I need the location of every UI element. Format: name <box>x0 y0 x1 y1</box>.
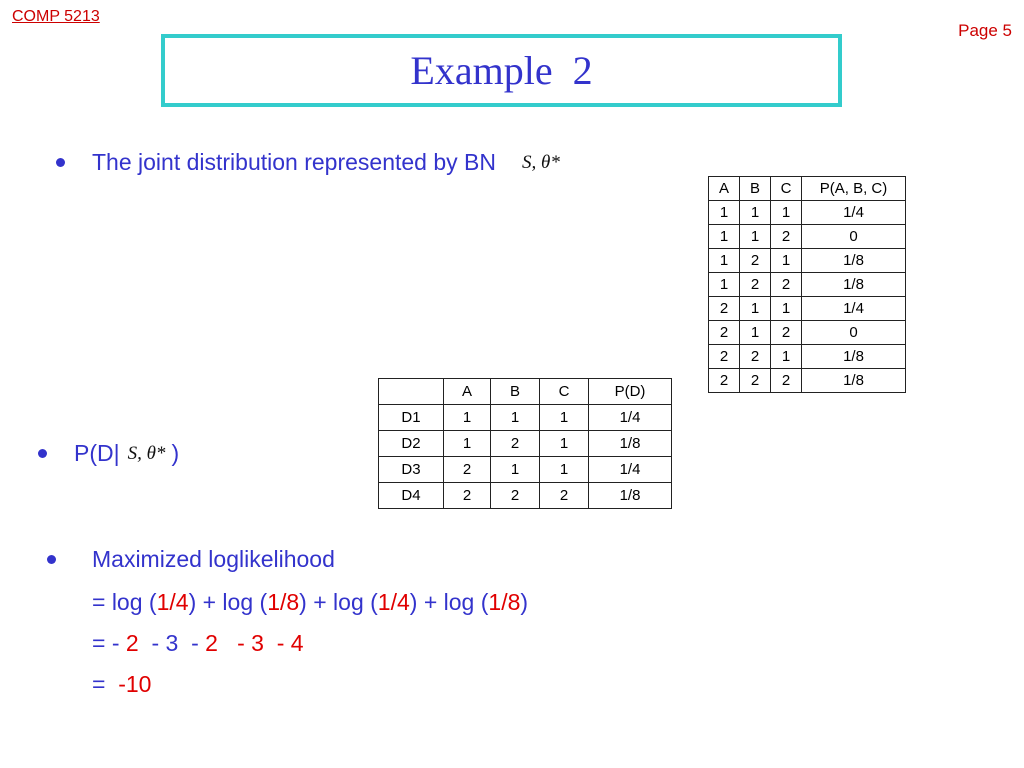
table-header-cell: A <box>444 379 491 405</box>
table-cell: 2 <box>709 297 740 321</box>
eq-value: -10 <box>118 671 152 697</box>
table-cell: 0 <box>802 321 906 345</box>
table-row <box>379 483 672 509</box>
table-cell: 1 <box>444 431 491 457</box>
table-row <box>709 345 906 369</box>
page-number: Page 5 <box>958 21 1012 40</box>
table-cell: D2 <box>379 431 444 457</box>
table-cell: 2 <box>740 273 771 297</box>
table-header-row <box>709 177 906 201</box>
table-cell: 1 <box>491 457 540 483</box>
table-header-cell <box>379 379 444 405</box>
table-cell: 1/8 <box>589 431 672 457</box>
joint-distribution-table <box>708 176 906 393</box>
eq-value: 2 <box>205 630 218 656</box>
table-cell: 1 <box>740 321 771 345</box>
table-cell: 2 <box>540 483 589 509</box>
eq-text: = <box>92 671 119 697</box>
table-cell: 1 <box>740 297 771 321</box>
eq-text: ) + log ( <box>299 589 378 615</box>
table-row <box>709 321 906 345</box>
table-cell: 1/8 <box>802 345 906 369</box>
table-header-cell: A <box>709 177 740 201</box>
pd-prefix: P(D| <box>74 440 120 466</box>
eq-text: ) + log ( <box>188 589 268 615</box>
table-row <box>709 201 906 225</box>
table-cell: 2 <box>709 369 740 393</box>
table-cell: 2 <box>740 369 771 393</box>
data-probability-table <box>378 378 672 509</box>
eq-value: - 3 - 4 <box>217 630 304 656</box>
table-row <box>709 297 906 321</box>
table-cell: 2 <box>444 483 491 509</box>
table-cell: 1 <box>771 249 802 273</box>
eq-value: 1/8 <box>267 589 300 615</box>
table-cell: 1 <box>444 405 491 431</box>
bullet-dot <box>56 158 65 167</box>
max-loglikelihood-text: Maximized loglikelihood <box>92 546 335 572</box>
bullet-max-loglikelihood <box>47 546 335 573</box>
table-cell: 1 <box>540 457 589 483</box>
s-theta-math: S, θ* <box>522 151 560 173</box>
title-box <box>161 34 842 107</box>
table-cell: 1/4 <box>802 201 906 225</box>
table-cell: 0 <box>802 225 906 249</box>
table-cell: D1 <box>379 405 444 431</box>
eq-text: ) + log ( <box>409 589 489 615</box>
eq-text: ) <box>520 589 529 615</box>
table-cell: D3 <box>379 457 444 483</box>
table-cell: 1 <box>771 297 802 321</box>
eq-text: - 3 - <box>138 630 206 656</box>
table-header-row <box>379 379 672 405</box>
eq-text: = - <box>92 630 126 656</box>
table-cell: 1 <box>740 225 771 249</box>
course-code[interactable]: COMP 5213 <box>12 8 100 25</box>
table-header-cell: B <box>740 177 771 201</box>
eq-value: 1/4 <box>156 589 189 615</box>
table-row <box>379 457 672 483</box>
table-cell: 2 <box>740 249 771 273</box>
table-cell: 1/4 <box>589 405 672 431</box>
table-cell: 1/8 <box>802 369 906 393</box>
table-cell: 1/8 <box>589 483 672 509</box>
table-cell: 1 <box>771 345 802 369</box>
table-cell: 2 <box>491 483 540 509</box>
table-cell: D4 <box>379 483 444 509</box>
table-cell: 1 <box>709 273 740 297</box>
bullet-joint-distribution <box>56 149 560 176</box>
table-cell: 1/8 <box>802 273 906 297</box>
table-header-cell: B <box>491 379 540 405</box>
table-cell: 1/4 <box>802 297 906 321</box>
table-cell: 2 <box>709 321 740 345</box>
table-cell: 1 <box>540 431 589 457</box>
table-row <box>379 405 672 431</box>
table-cell: 1 <box>740 201 771 225</box>
table-cell: 1 <box>491 405 540 431</box>
table-cell: 2 <box>740 345 771 369</box>
eq-value: 1/4 <box>377 589 410 615</box>
table-header-cell: C <box>540 379 589 405</box>
eq-text: = log ( <box>92 589 157 615</box>
table-cell: 2 <box>771 369 802 393</box>
table-cell: 1 <box>709 201 740 225</box>
bullet-dot <box>47 555 56 564</box>
equation-line-2 <box>92 630 304 657</box>
bullet-pd <box>38 440 179 467</box>
table-cell: 2 <box>709 345 740 369</box>
table-row <box>709 273 906 297</box>
table-header-cell: P(A, B, C) <box>802 177 906 201</box>
table-cell: 1/4 <box>589 457 672 483</box>
table-header-cell: P(D) <box>589 379 672 405</box>
table-cell: 2 <box>771 225 802 249</box>
joint-distribution-text: The joint distribution represented by BN <box>92 149 496 175</box>
table-cell: 1 <box>540 405 589 431</box>
pd-suffix: ) <box>171 440 180 466</box>
table-row <box>379 431 672 457</box>
table-cell: 2 <box>444 457 491 483</box>
table-cell: 1 <box>709 225 740 249</box>
table-row <box>709 249 906 273</box>
bullet-dot <box>38 449 47 458</box>
table-cell: 1/8 <box>802 249 906 273</box>
equation-line-3 <box>92 671 151 698</box>
table-cell: 1 <box>771 201 802 225</box>
eq-value: 2 <box>125 630 139 656</box>
table-cell: 2 <box>771 273 802 297</box>
table-cell: 2 <box>491 431 540 457</box>
slide-title: Example 2 <box>410 48 593 93</box>
table-cell: 1 <box>709 249 740 273</box>
eq-value: 1/8 <box>488 589 521 615</box>
s-theta-math: S, θ* <box>127 442 166 464</box>
table-header-cell: C <box>771 177 802 201</box>
equation-line-1 <box>92 589 528 616</box>
table-row <box>709 225 906 249</box>
table-cell: 2 <box>771 321 802 345</box>
table-row <box>709 369 906 393</box>
